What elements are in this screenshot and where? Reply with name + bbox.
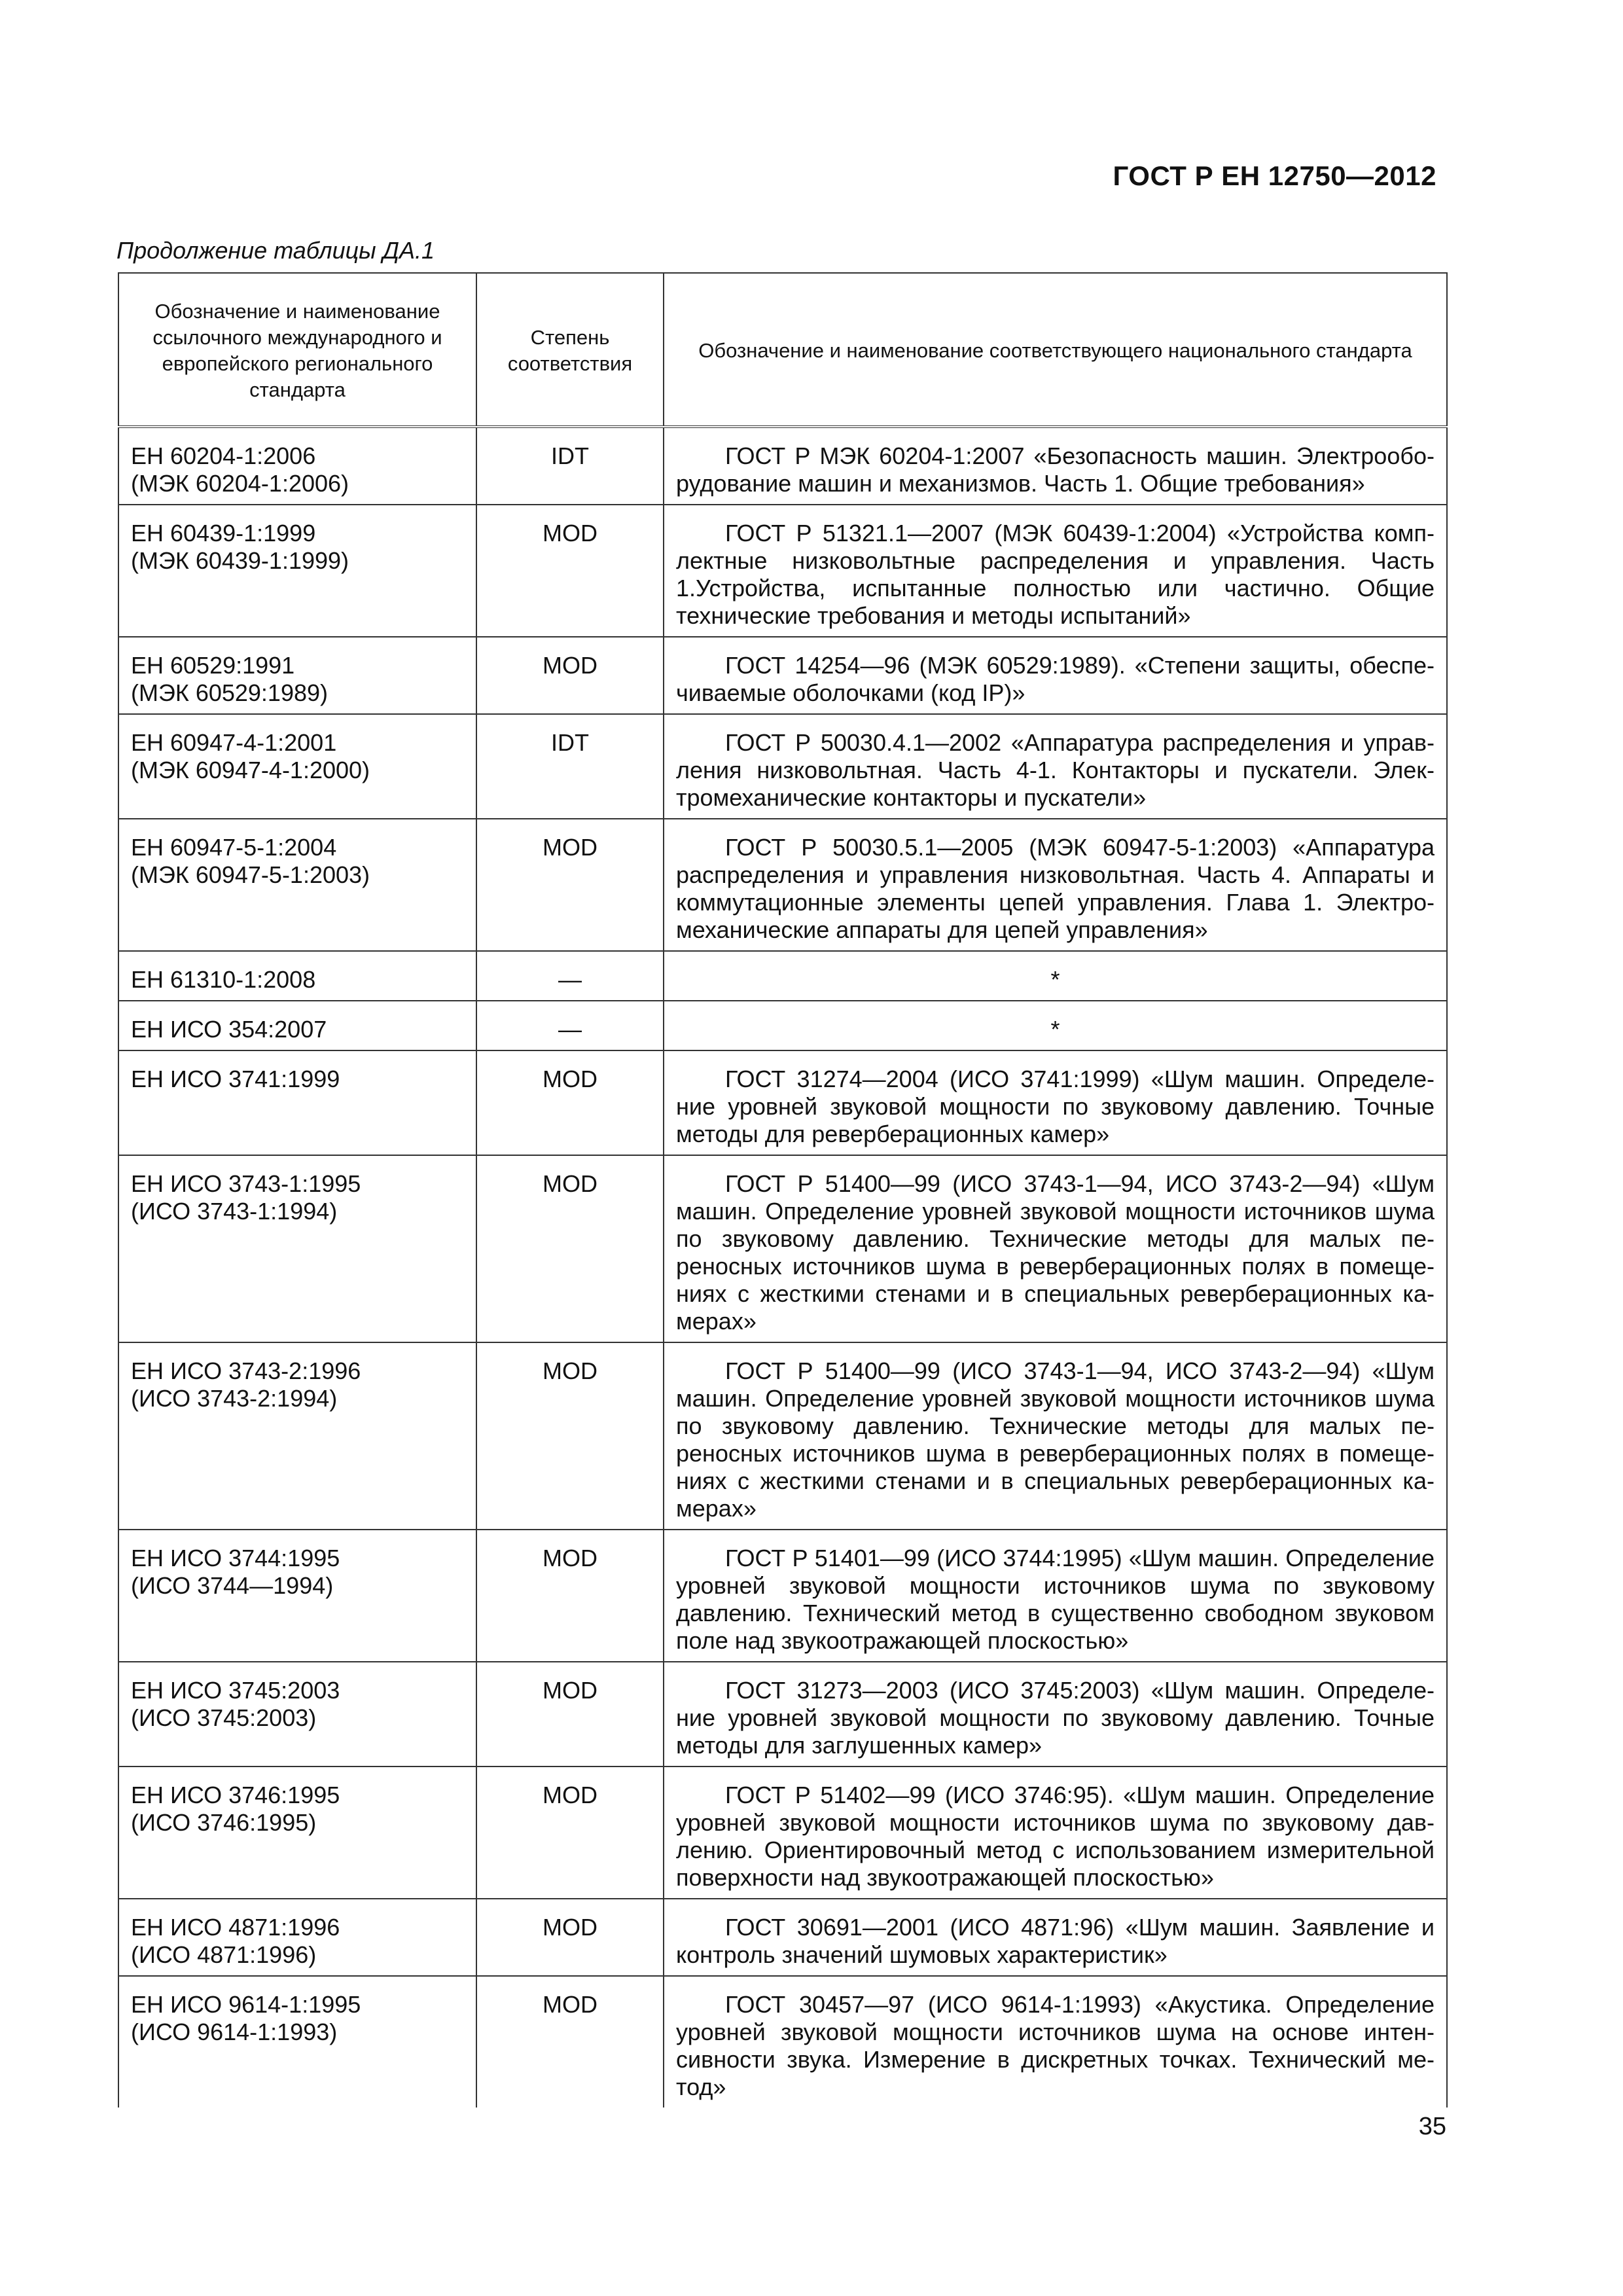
page-number: 35 <box>1418 2113 1446 2140</box>
international-standard-designation: ЕН 60439-1:1999 <box>131 520 316 547</box>
international-standard-cell <box>118 1001 476 1050</box>
international-standard-cell <box>118 951 476 1001</box>
international-standard-cell <box>118 637 476 714</box>
degree-of-correspondence-cell: MOD <box>476 1662 664 1767</box>
international-standard-cell <box>118 714 476 819</box>
international-standard-cell <box>118 1530 476 1662</box>
national-standard-cell: ГОСТ Р 50030.4.1—2002 «Аппаратура распределения и управления низковольтная. Часть 4-1. Контакторы и пускатели. Электромеханические контакторы и пускатели» <box>664 714 1447 819</box>
national-standard-cell: ГОСТ 31274—2004 (ИСО 3741:1999) «Шум машин. Определение уровней звуковой мощности по звуковому давлению. Точные методы для реверберационных камер» <box>664 1050 1447 1155</box>
table-header-row <box>118 273 1447 427</box>
table-body <box>118 427 1447 2108</box>
table-row <box>118 951 1447 1001</box>
international-standard-cell <box>118 1155 476 1342</box>
document-header: ГОСТ Р ЕН 12750—2012 <box>1113 160 1436 191</box>
table-row <box>118 714 1447 819</box>
national-standard-cell: ГОСТ Р 51402—99 (ИСО 3746:95). «Шум машин. Определение уровней звуковой мощности источников шума по звуковому давлению. Ориентировочный метод с использованием измерительной поверхности над звукоотражающей плоскостью» <box>664 1767 1447 1899</box>
reference-table <box>118 272 1448 2108</box>
degree-of-correspondence-cell: MOD <box>476 505 664 637</box>
column-header-national-standard: Обозначение и наименование соответствующего национального стандарта <box>664 273 1447 427</box>
table-row <box>118 427 1447 505</box>
national-standard-cell: ГОСТ Р 51400—99 (ИСО 3743-1—94, ИСО 3743-2—94) «Шум машин. Определение уровней звуковой мощности источников шума по звуковому давлению. Технические методы для малых переносных источников шума в реверберационных полях в помещениях с жесткими стенами и в специальных реверберационных камерах» <box>664 1342 1447 1530</box>
international-standard-designation: ЕН ИСО 3743-2:1996 <box>131 1357 361 1384</box>
column-header-international-standard: Обозначение и наименование ссылочного международного и европейского регионального стандарта <box>118 273 476 427</box>
international-standard-designation: (ИСО 9614-1:1993) <box>131 2018 338 2045</box>
international-standard-cell <box>118 1662 476 1767</box>
international-standard-designation: (МЭК 60947-4-1:2000) <box>131 757 370 783</box>
table-row <box>118 1767 1447 1899</box>
table-row <box>118 819 1447 951</box>
degree-of-correspondence-cell: — <box>476 1001 664 1050</box>
international-standard-designation: ЕН 60947-4-1:2001 <box>131 729 337 756</box>
degree-of-correspondence-cell: MOD <box>476 1050 664 1155</box>
international-standard-designation: (ИСО 3746:1995) <box>131 1809 317 1836</box>
international-standard-cell <box>118 819 476 951</box>
reference-table-container <box>118 272 1446 2108</box>
international-standard-cell <box>118 1767 476 1899</box>
international-standard-designation: ЕН ИСО 3745:2003 <box>131 1677 340 1704</box>
national-standard-cell: * <box>664 951 1447 1001</box>
table-row <box>118 1899 1447 1976</box>
international-standard-designation: ЕН 61310-1:2008 <box>131 966 316 993</box>
national-standard-cell: ГОСТ Р 51401—99 (ИСО 3744:1995) «Шум машин. Определение уровней звуковой мощности источников шума по звуковому давлению. Технический метод в существенно свободном звуковом поле над звукоотражающей плоскостью» <box>664 1530 1447 1662</box>
national-standard-cell: ГОСТ 30691—2001 (ИСО 4871:96) «Шум машин. Заявление и контроль значений шумовых характеристик» <box>664 1899 1447 1976</box>
table-row <box>118 1001 1447 1050</box>
table-row <box>118 1155 1447 1342</box>
international-standard-designation: ЕН ИСО 354:2007 <box>131 1016 327 1043</box>
international-standard-cell <box>118 1899 476 1976</box>
table-row <box>118 1342 1447 1530</box>
degree-of-correspondence-cell: MOD <box>476 819 664 951</box>
international-standard-cell <box>118 1342 476 1530</box>
international-standard-designation: (ИСО 3743-1:1994) <box>131 1198 338 1225</box>
international-standard-cell <box>118 1050 476 1155</box>
degree-of-correspondence-cell: MOD <box>476 1342 664 1530</box>
degree-of-correspondence-cell: MOD <box>476 1899 664 1976</box>
international-standard-designation: (МЭК 60529:1989) <box>131 679 329 706</box>
international-standard-cell <box>118 505 476 637</box>
table-row <box>118 1050 1447 1155</box>
international-standard-designation: (МЭК 60204-1:2006) <box>131 470 349 497</box>
international-standard-designation: (МЭК 60439-1:1999) <box>131 547 349 574</box>
international-standard-designation: (ИСО 3743-2:1994) <box>131 1385 338 1412</box>
degree-of-correspondence-cell: MOD <box>476 1530 664 1662</box>
international-standard-designation: ЕН ИСО 4871:1996 <box>131 1914 340 1941</box>
international-standard-designation: ЕН ИСО 3741:1999 <box>131 1066 340 1092</box>
international-standard-cell <box>118 427 476 505</box>
national-standard-cell: ГОСТ 30457—97 (ИСО 9614-1:1993) «Акустика. Определение уровней звуковой мощности источников шума на основе интенсивности звука. Измерение в дискретных точках. Технический метод» <box>664 1976 1447 2108</box>
international-standard-designation: ЕН ИСО 9614-1:1995 <box>131 1991 361 2018</box>
international-standard-designation: ЕН 60529:1991 <box>131 652 295 679</box>
table-row <box>118 505 1447 637</box>
international-standard-designation: ЕН 60947-5-1:2004 <box>131 834 337 861</box>
national-standard-cell: ГОСТ Р 50030.5.1—2005 (МЭК 60947-5-1:2003) «Аппаратура распределения и управления низковольтная. Часть 4. Аппараты и коммутационные элементы цепей управления. Глава 1. Электромеханические аппараты для цепей управления» <box>664 819 1447 951</box>
international-standard-designation: (ИСО 4871:1996) <box>131 1941 317 1968</box>
national-standard-cell: ГОСТ 31273—2003 (ИСО 3745:2003) «Шум машин. Определение уровней звуковой мощности по звуковому давлению. Точные методы для заглушенных камер» <box>664 1662 1447 1767</box>
international-standard-designation: (МЭК 60947-5-1:2003) <box>131 861 370 888</box>
national-standard-cell: ГОСТ 14254—96 (МЭК 60529:1989). «Степени защиты, обеспечиваемые оболочками (код IP)» <box>664 637 1447 714</box>
degree-of-correspondence-cell: MOD <box>476 637 664 714</box>
international-standard-designation: (ИСО 3745:2003) <box>131 1704 317 1731</box>
degree-of-correspondence-cell: IDT <box>476 427 664 505</box>
degree-of-correspondence-cell: IDT <box>476 714 664 819</box>
international-standard-designation: ЕН ИСО 3746:1995 <box>131 1782 340 1808</box>
column-header-degree-of-correspondence: Степень соответствия <box>476 273 664 427</box>
international-standard-designation: ЕН ИСО 3743-1:1995 <box>131 1170 361 1197</box>
international-standard-designation: ЕН 60204-1:2006 <box>131 442 316 469</box>
degree-of-correspondence-cell: MOD <box>476 1976 664 2108</box>
table-row <box>118 637 1447 714</box>
table-row <box>118 1662 1447 1767</box>
table-caption: Продолжение таблицы ДА.1 <box>116 237 435 264</box>
international-standard-designation: (ИСО 3744—1994) <box>131 1572 334 1599</box>
national-standard-cell: ГОСТ Р 51321.1—2007 (МЭК 60439-1:2004) «Устройства комплектные низковольтные распределения и управления. Часть 1.Устройства, испытанные полностью или частично. Общие технические требования и методы испытаний» <box>664 505 1447 637</box>
degree-of-correspondence-cell: MOD <box>476 1767 664 1899</box>
national-standard-cell: ГОСТ Р МЭК 60204-1:2007 «Безопасность машин. Электрооборудование машин и механизмов. Часть 1. Общие требования» <box>664 427 1447 505</box>
national-standard-cell: ГОСТ Р 51400—99 (ИСО 3743-1—94, ИСО 3743-2—94) «Шум машин. Определение уровней звуковой мощности источников шума по звуковому давлению. Технические методы для малых переносных источников шума в реверберационных полях в помещениях с жесткими стенами и в специальных реверберационных камерах» <box>664 1155 1447 1342</box>
national-standard-cell: * <box>664 1001 1447 1050</box>
degree-of-correspondence-cell: — <box>476 951 664 1001</box>
table-row <box>118 1976 1447 2108</box>
table-row <box>118 1530 1447 1662</box>
international-standard-designation: ЕН ИСО 3744:1995 <box>131 1545 340 1571</box>
degree-of-correspondence-cell: MOD <box>476 1155 664 1342</box>
international-standard-cell <box>118 1976 476 2108</box>
